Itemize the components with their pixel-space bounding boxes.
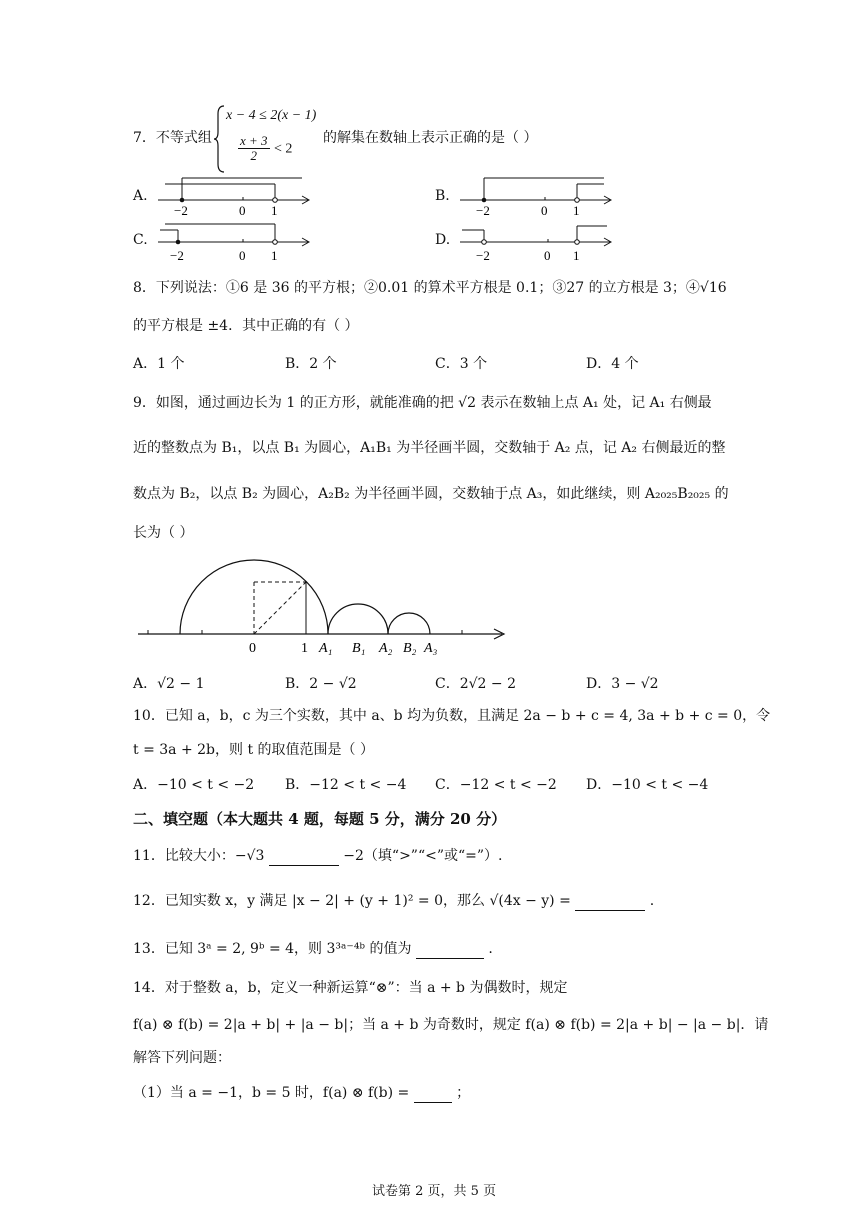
q8-line-1: 8．下列说法：①6 是 36 的平方根；②0.01 的算术平方根是 0.1；③27 的立方根是 3；④√16: [133, 280, 727, 296]
q13-text-after: .: [488, 941, 493, 957]
q7-option-b[interactable]: B.: [435, 188, 450, 204]
q7-ineq2-relation: < 2: [274, 141, 293, 157]
tick-label: −2: [476, 203, 490, 218]
question-11: [133, 846, 503, 866]
q11-answer-blank[interactable]: [269, 851, 339, 866]
tick-label: −2: [476, 248, 490, 263]
figure-label-b2: B₂: [403, 641, 417, 656]
number-line-d: [452, 220, 617, 264]
q8-line-2: 的平方根是 ±4．其中正确的有（ ）: [133, 318, 359, 334]
q13-answer-blank[interactable]: [416, 944, 484, 959]
tick-label: 1: [271, 203, 278, 218]
q9-line-1: 9．如图，通过画边长为 1 的正方形，就能准确的把 √2 表示在数轴上点 A₁ 处，记 A₁ 右侧最: [133, 395, 712, 411]
q8-option-c[interactable]: C．3 个: [435, 356, 488, 372]
q12-text-after: .: [649, 893, 655, 909]
tick-label: −2: [170, 248, 184, 263]
q10-option-a[interactable]: A．−10 < t < −2: [133, 777, 255, 793]
q9-line-4: 长为（ ）: [133, 525, 194, 541]
question-13: [133, 939, 493, 959]
number-line-a: [150, 174, 315, 218]
q9-option-a[interactable]: A．√2 − 1: [133, 676, 205, 692]
q10-line-2: t = 3a + 2b，则 t 的取值范围是（ ）: [133, 742, 374, 758]
figure-label-0: 0: [249, 641, 256, 656]
q13-text-before: 13．已知 3ᵃ = 2, 9ᵇ = 4，则 3³ᵃ⁻⁴ᵇ 的值为: [133, 941, 412, 957]
q14-line-2: f(a) ⊗ f(b) = 2|a + b| + |a − b|；当 a + b 为奇数时，规定 f(a) ⊗ f(b) = 2|a + b| − |a − b|．请: [133, 1017, 769, 1033]
q10-option-c[interactable]: C．−12 < t < −2: [435, 777, 557, 793]
q14-sub1-answer-blank[interactable]: [414, 1088, 452, 1103]
tick-label: 1: [573, 203, 580, 218]
figure-label-a1: A₁: [319, 641, 333, 656]
q10-option-b[interactable]: B．−12 < t < −4: [285, 777, 407, 793]
q10-line-1: 10．已知 a，b，c 为三个实数，其中 a、b 均为负数，且满足 2a − b + c = 4, 3a + b + c = 0，令: [133, 708, 771, 724]
question-12: [133, 891, 654, 911]
tick-label: 0: [239, 203, 246, 218]
tick-label: 0: [541, 203, 548, 218]
q7-prefix: 7．不等式组: [133, 130, 212, 146]
q14-sub1-text-after: ；: [456, 1085, 471, 1101]
tick-label: 1: [271, 248, 278, 263]
q8-option-a[interactable]: A．1 个: [133, 356, 185, 372]
q7-option-c[interactable]: C.: [133, 232, 148, 248]
q9-option-d[interactable]: D．3 − √2: [586, 676, 659, 692]
q9-option-b[interactable]: B．2 − √2: [285, 676, 357, 692]
figure-label-a3: A₃: [424, 641, 438, 656]
q9-option-c[interactable]: C．2√2 − 2: [435, 676, 516, 692]
number-line-b: [452, 174, 617, 218]
q7-ineq2-denominator: 2: [250, 148, 258, 163]
q8-option-b[interactable]: B．2 个: [285, 356, 337, 372]
figure-label-a2: A₂: [379, 641, 393, 656]
tick-label: −2: [174, 203, 188, 218]
page-footer: 试卷第 2 页，共 5 页: [372, 1184, 497, 1199]
q9-line-2: 近的整数点为 B₁，以点 B₁ 为圆心，A₁B₁ 为半径画半圆，交数轴于 A₂ 点，记 A₂ 右侧最近的整: [133, 440, 726, 456]
q7-inequality-1: x − 4 ≤ 2(x − 1): [226, 108, 317, 123]
q7-suffix: 的解集在数轴上表示正确的是（ ）: [323, 130, 538, 146]
tick-label: 0: [544, 248, 551, 263]
q14-line-3: 解答下列问题：: [133, 1050, 231, 1066]
figure-label-b1: B₁: [352, 641, 366, 656]
q14-sub-1: [133, 1083, 470, 1103]
tick-label: 1: [573, 248, 580, 263]
q7-option-d[interactable]: D.: [435, 232, 451, 248]
q7-inequality-2: [238, 134, 292, 163]
q10-option-d[interactable]: D．−10 < t < −4: [586, 777, 709, 793]
figure-label-1: 1: [301, 641, 308, 656]
number-line-c: [150, 220, 315, 264]
q9-line-3: 数点为 B₂，以点 B₂ 为圆心，A₂B₂ 为半径画半圆，交数轴于点 A₃，如此继续，则 A₂₀₂₅B₂₀₂₅ 的: [133, 486, 729, 502]
section-2-title: 二、填空题（本大题共 4 题，每题 5 分，满分 20 分）: [133, 810, 507, 828]
q7-ineq2-numerator: x + 3: [240, 133, 268, 148]
q12-text-before: 12．已知实数 x，y 满足 |x − 2| + (y + 1)² = 0，那么 √(4x − y) =: [133, 893, 571, 909]
q14-line-1: 14．对于整数 a，b，定义一种新运算“⊗”：当 a + b 为偶数时，规定: [133, 980, 568, 996]
q8-option-d[interactable]: D．4 个: [586, 356, 639, 372]
q11-text-before: 11．比较大小：−√3: [133, 848, 265, 864]
q9-figure: [130, 555, 520, 657]
tick-label: 0: [239, 248, 246, 263]
q12-answer-blank[interactable]: [575, 896, 645, 911]
q14-sub1-text-before: （1）当 a = −1，b = 5 时，f(a) ⊗ f(b) =: [133, 1085, 410, 1101]
q11-text-after: −2（填“>”“<”或“=”）.: [343, 848, 503, 864]
system-brace: [213, 104, 227, 174]
q7-option-a[interactable]: A.: [133, 188, 148, 204]
